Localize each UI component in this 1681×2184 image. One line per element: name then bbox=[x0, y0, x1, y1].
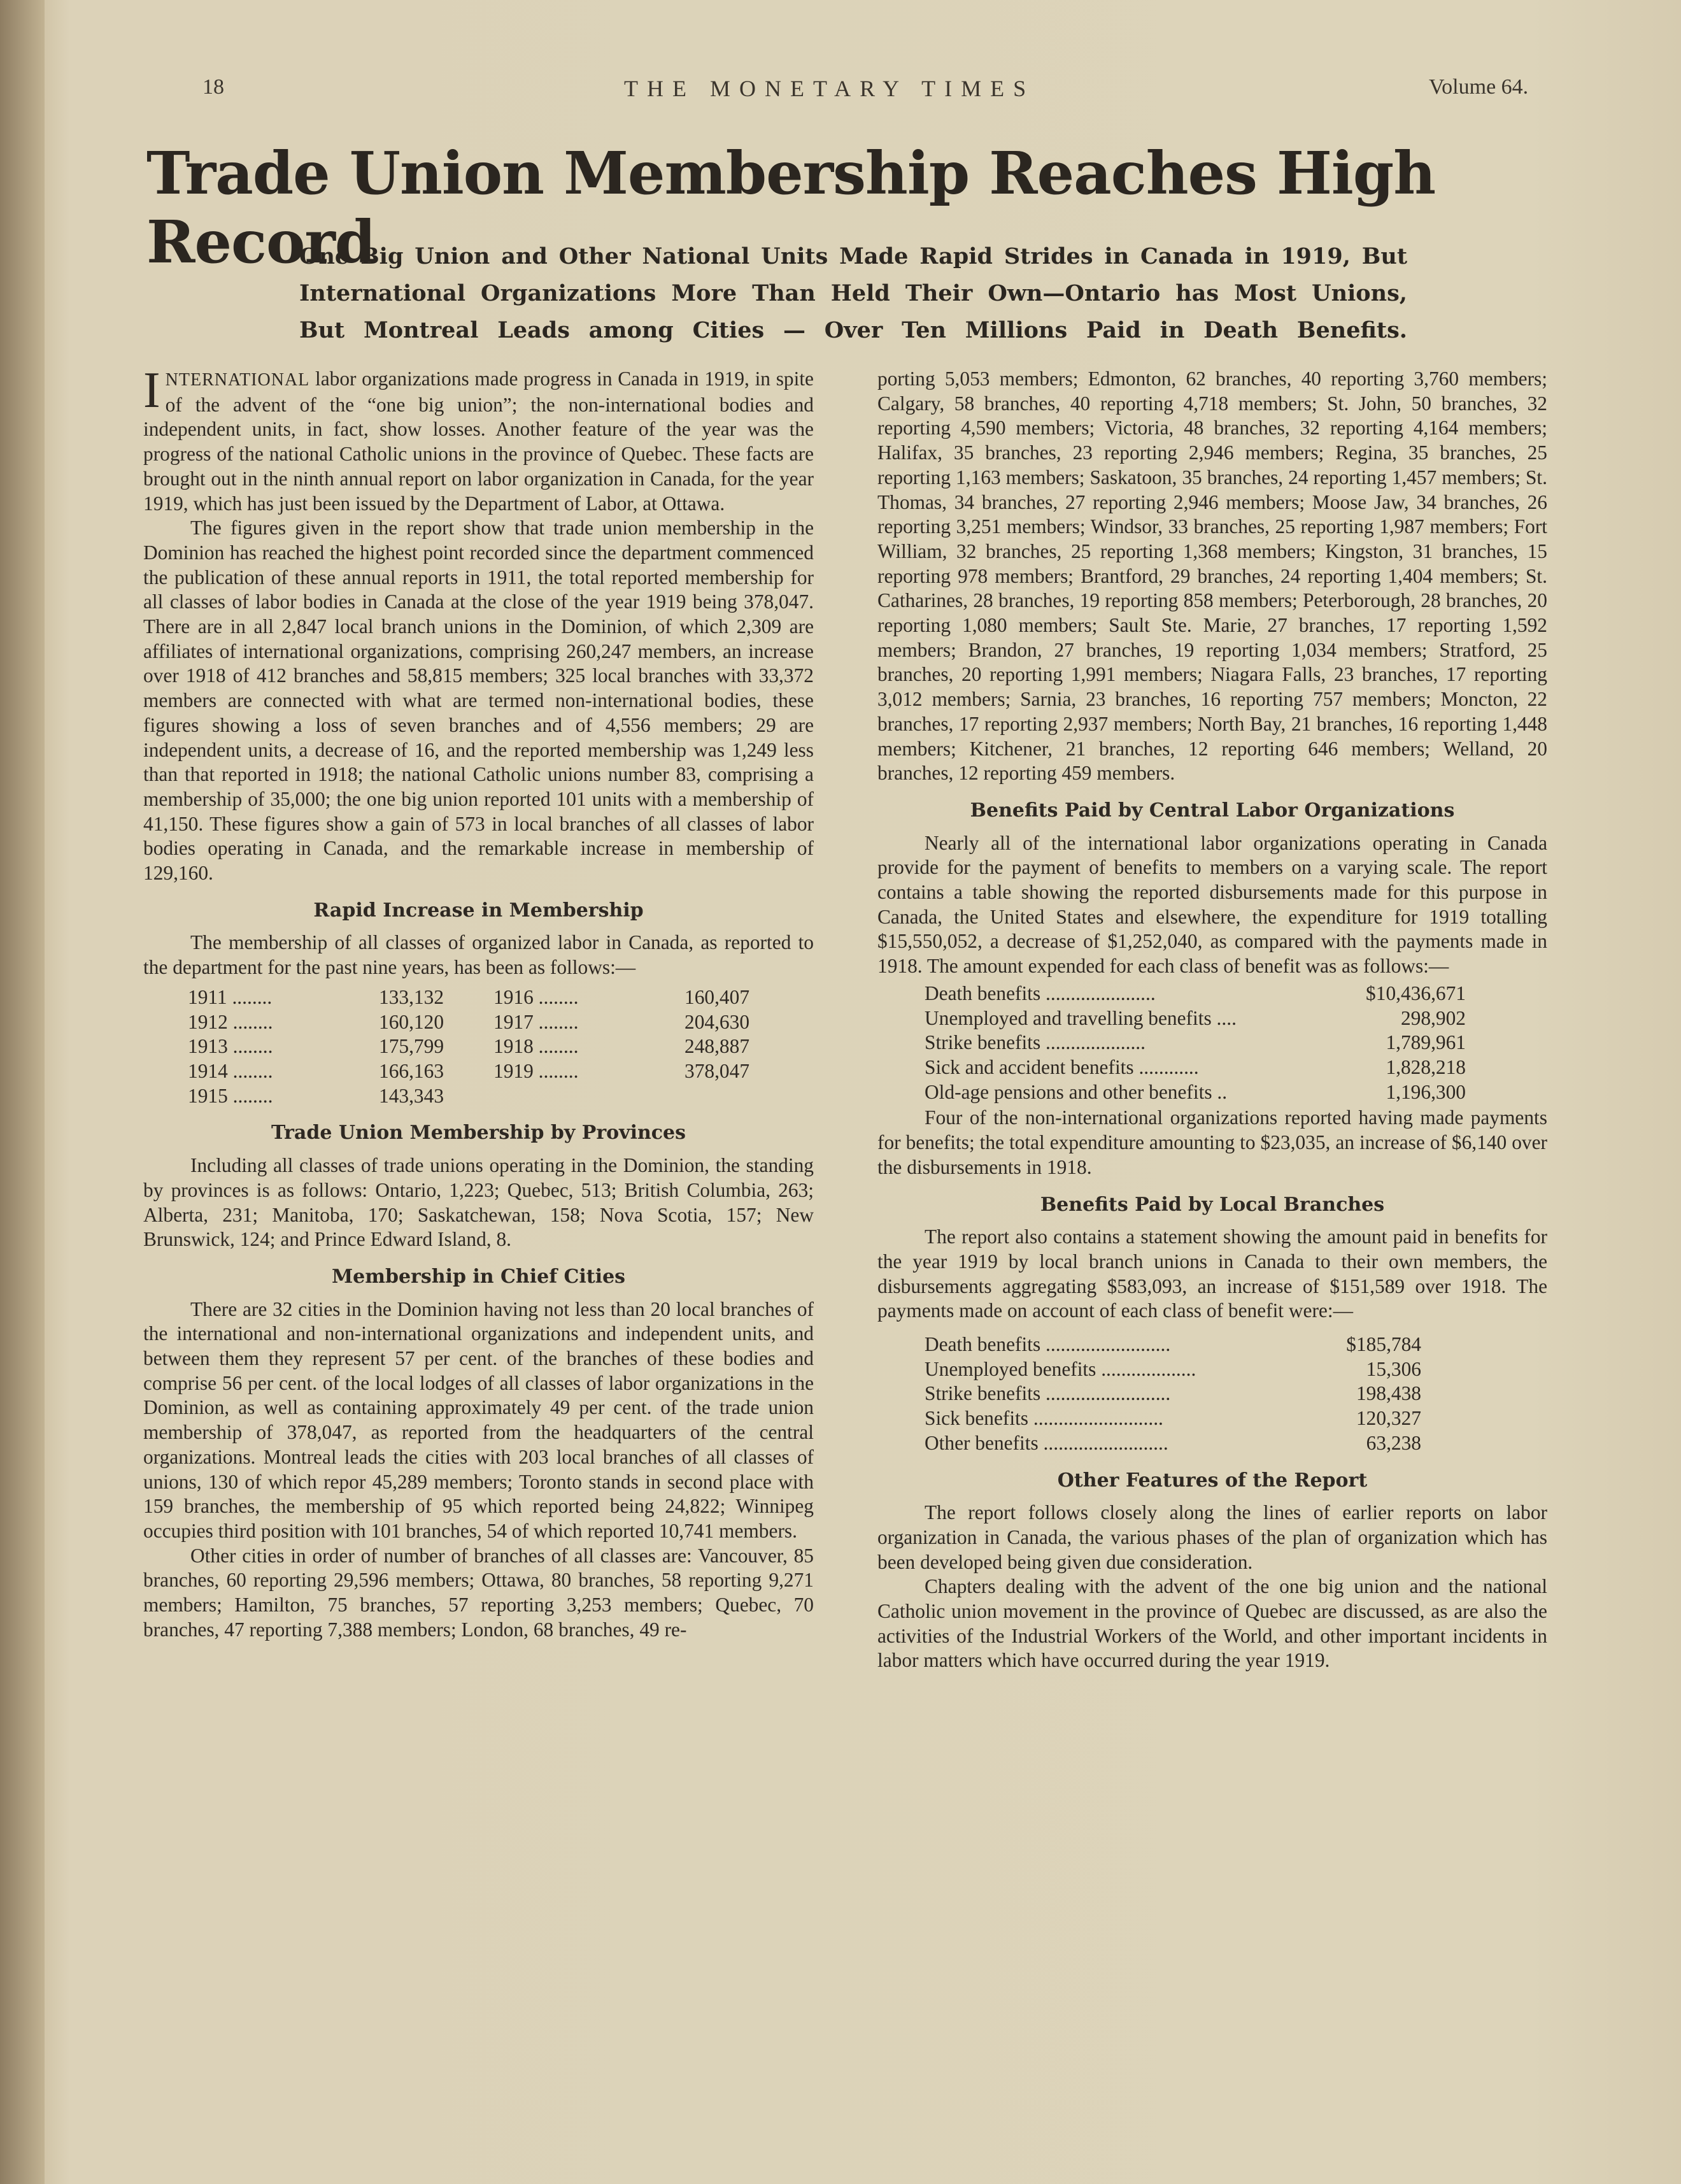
paragraph: Other cities in order of number of branches of all classes are: Vancouver, 85 branches, 60 reporting 29,596 members; Ottawa, 80 branches, 58 reporting 9,271 members; Hamilton, 75 branches, 57 reporting 3,253 members; Quebec, 70 branches, 47 reporting 7,388 members; London, 68 branches, 49 re- bbox=[143, 1544, 814, 1641]
publication-title: THE MONETARY TIMES bbox=[624, 76, 1035, 101]
table-row: Other benefits ......................... 63,238 bbox=[925, 1431, 1421, 1454]
paragraph: Chapters dealing with the advent of the one big union and the national Catholic union movement in the province of Quebec are discussed, as are also the activities of the Industrial Workers of the World, and other important incidents in labor matters which have occurred during the year 1919. bbox=[877, 1575, 1547, 1672]
article-deck bbox=[299, 238, 1407, 349]
section-heading: Benefits Paid by Central Labor Organizations bbox=[970, 799, 1455, 822]
paragraph: There are 32 cities in the Dominion having not less than 20 local branches of the international and non-international organizations and independent units, and between them they represent 57 per cent. of the branches of these bodies and comprise 56 per cent. of the local lodges of all classes of labor organizations in the Dominion, as well as containing approximately 49 per cent. of the trade union membership of 378,047, as reported from the headquarters of the central organizations. Montreal leads the cities with 203 local branches of all classes of unions, 130 of which repor 45,289 members; Toronto stands in second place with 159 branches, the membership of 95 which reported being 24,822; Winnipeg occupies third position with 101 branches, 54 of which reported 10,741 members. bbox=[143, 1297, 814, 1542]
deck-line: One Big Union and Other National Units Made Rapid Strides in Canada in 1919, But bbox=[299, 243, 1407, 269]
paragraph: Four of the non-international organizations reported having made payments for benefits; the total expenditure amounting to $23,035, an increase of $6,140 over the disbursements in 1918. bbox=[877, 1106, 1547, 1178]
volume-label: Volume 64. bbox=[1429, 75, 1529, 99]
table-row: Sick and accident benefits ............ 1,828,218 bbox=[925, 1055, 1466, 1078]
section-heading: Trade Union Membership by Provinces bbox=[271, 1122, 686, 1145]
table-row: Strike benefits .................... 1,789,961 bbox=[925, 1031, 1466, 1054]
page-number: 18 bbox=[202, 75, 224, 99]
drop-cap: I bbox=[143, 362, 160, 418]
paragraph: porting 5,053 members; Edmonton, 62 branches, 40 reporting 3,760 members; Calgary, 58 branches, 40 reporting 4,718 members; St. John, 50 branches, 32 reporting 4,590 members; Victoria, 48 branches, 32 reporting 4,164 members; Halifax, 35 branches, 23 reporting 2,946 members; Regina, 35 branches, 25 reporting 1,163 members; Saskatoon, 35 branches, 24 reporting 1,457 members; St. Thomas, 34 branches, 27 reporting 2,946 members; Moose Jaw, 34 branches, 26 reporting 3,251 members; Windsor, 33 branches, 25 reporting 1,987 members; Fort William, 32 branches, 25 reporting 1,368 members; Kingston, 31 branches, 15 reporting 978 members; Brantford, 29 branches, 24 reporting 1,404 members; St. Catharines, 28 branches, 19 reporting 858 members; Peterborough, 28 branches, 20 reporting 1,080 members; Sault Ste. Marie, 27 branches, 17 reporting 1,592 members; Brandon, 27 branches, 19 reporting 1,034 members; Stratford, 25 branches, 20 reporting 1,991 members; Niagara Falls, 23 branches, 17 reporting 3,012 members; Sarnia, 23 branches, 16 reporting 757 members; Moncton, 22 branches, 17 reporting 2,937 members; North Bay, 21 branches, 16 reporting 1,448 members; Kitchener, 21 branches, 12 reporting 646 members; Welland, 20 branches, 12 reporting 459 members. bbox=[877, 368, 1547, 785]
table-row: Death benefits ......................... $185,784 bbox=[925, 1333, 1421, 1356]
section-heading: Membership in Chief Cities bbox=[331, 1265, 626, 1288]
intro-paragraph: INTERNATIONAL labor organizations made progress in Canada in 1919, in spite of the advent of the “one big union”; the non-international bodies and independent units, in fact, show losses. Another feature of the year was the progress of the national Catholic unions in the province of Quebec. These facts are brought out in the ninth annual report on labor organization in Canada, for the year 1919, which has just been issued by the Department of Labor, at Ottawa. bbox=[143, 362, 814, 515]
right-column bbox=[877, 367, 1547, 1673]
table-row: Strike benefits ......................... 198,438 bbox=[925, 1382, 1421, 1405]
paragraph: The membership of all classes of organized labor in Canada, as reported to the department for the past nine years, has been as follows:— bbox=[143, 931, 814, 979]
central-benefits-table bbox=[925, 981, 1466, 1105]
table-row: Unemployed benefits ................... 15,306 bbox=[925, 1357, 1421, 1380]
table-row: Old-age pensions and other benefits .. 1,196,300 bbox=[925, 1080, 1466, 1103]
paragraph: Including all classes of trade unions operating in the Dominion, the standing by provinces is as follows: Ontario, 1,223; Quebec, 513; British Columbia, 263; Alberta, 231; Manitoba, 170; Saskatchewan, 158; Nova Scotia, 157; New Brunswick, 124; and Prince Edward Island, 8. bbox=[143, 1154, 814, 1251]
left-column bbox=[143, 362, 814, 1642]
deck-line: International Organizations More Than Held Their Own—Ontario has Most Unions, bbox=[299, 280, 1407, 306]
table-row: Unemployed and travelling benefits .... 298,902 bbox=[925, 1006, 1466, 1029]
local-benefits-table bbox=[925, 1332, 1421, 1456]
binding-gutter bbox=[0, 0, 45, 2184]
paragraph: The report follows closely along the lines of earlier reports on labor organization in Canada, the various phases of the plan of organization which has been developed being given due consideration. bbox=[877, 1501, 1547, 1573]
paragraph: Nearly all of the international labor organizations operating in Canada provide for the payment of benefits to members on a varying scale. The report contains a table showing the reported disbursements made for this purpose in Canada, the United States and elsewhere, the expenditure for 1919 totalling $15,550,052, a decrease of $1,252,040, as compared with the payments made in 1918. The amount expended for each class of benefit was as follows:— bbox=[877, 831, 1547, 978]
paragraph: The figures given in the report show that trade union membership in the Dominion has reached the highest point recorded since the department commenced the publication of these annual reports in 1911, the total reported membership for all classes of labor bodies in Canada at the close of the year 1919 being 378,047. There are in all 2,847 local branch unions in the Dominion, of which 2,309 are affiliates of international organizations, comprising 260,247 members, an increase over 1918 of 412 branches and 58,815 members; 325 local branches with 33,372 members are connected with what are termed non-international bodies, these figures showing a loss of seven branches and of 4,556 members; 29 are independent units, a decrease of 16, and the reported membership was 1,249 less than that reported in 1918; the national Catholic unions number 83, comprising a membership of 35,000; the one big union reported 101 units with a membership of 41,150. These figures show a gain of 573 in local branches of all classes of labor bodies operating in Canada, and the remarkable increase in membership of 129,160. bbox=[143, 517, 814, 885]
paragraph: The report also contains a statement showing the amount paid in benefits for the year 1919 by local branch unions in Canada to their own members, the disbursements aggregating $583,093, an increase of $151,589 over 1918. The payments made on account of each class of benefit were:— bbox=[877, 1225, 1547, 1322]
article-headline: Trade Union Membership Reaches High Record bbox=[146, 139, 1436, 276]
table-row: Sick benefits .......................... 120,327 bbox=[925, 1407, 1421, 1430]
table-row: Death benefits ...................... $10,436,671 bbox=[925, 981, 1466, 1004]
section-heading: Benefits Paid by Local Branches bbox=[1040, 1193, 1385, 1216]
section-heading: Rapid Increase in Membership bbox=[313, 899, 644, 922]
section-heading: Other Features of the Report bbox=[1057, 1469, 1368, 1492]
lead-word: NTERNATIONAL bbox=[165, 370, 310, 390]
deck-line: But Montreal Leads among Cities — Over Ten Millions Paid in Death Benefits. bbox=[299, 317, 1407, 343]
membership-by-year-table: 1911 ........ 133,132 1916 ........ 160,407 1912 ........ 160,120 1917 ........ 204,630 1913 ........ 175,799 1918 ........ 248,887 1914 ........ 166,163 1919 ........ 378,047 1915 ........ 143,343 bbox=[188, 985, 750, 1107]
